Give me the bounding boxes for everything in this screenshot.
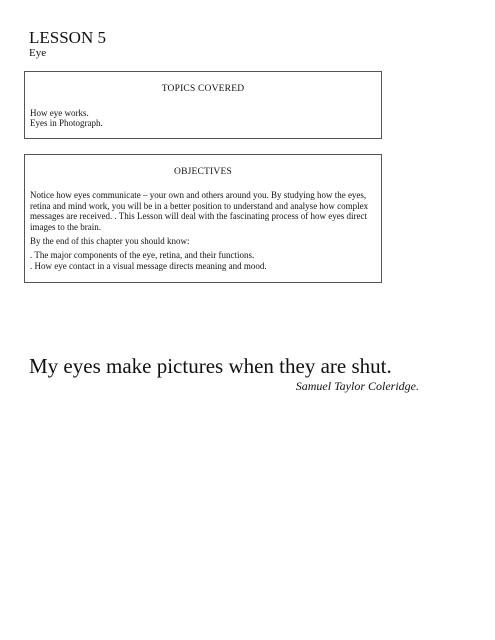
quote-author: Samuel Taylor Coleridge. [295,379,419,393]
objective-item: . How eye contact in a visual message directs meaning and mood. [30,260,267,271]
topics-covered-box [24,71,382,139]
objectives-title: OBJECTIVES [174,167,232,177]
objectives-box [24,154,382,283]
objectives-list [30,250,381,272]
lesson-subtitle: Eye [29,47,47,59]
objective-item: . The major components of the eye, retina, and their functions. [30,249,255,260]
topic-item: Eyes in Photograph. [30,118,103,128]
objectives-paragraph: Notice how eyes communicate – your own and others around you. By studying how the eyes, retina and mind work, you will be in a better position to understand and analyse how complex messages are received. . This Lesson will deal with the fascinating process of how eyes direct images to the brain. [30,190,369,232]
quote-text: My eyes make pictures when they are shut. [29,354,392,378]
topics-list [30,108,381,128]
lesson-heading: LESSON 5 [29,28,106,47]
topic-item: How eye works. [30,108,89,118]
topics-covered-title: TOPICS COVERED [161,84,245,94]
objectives-intro: By the end of this chapter you should know: [30,236,190,246]
